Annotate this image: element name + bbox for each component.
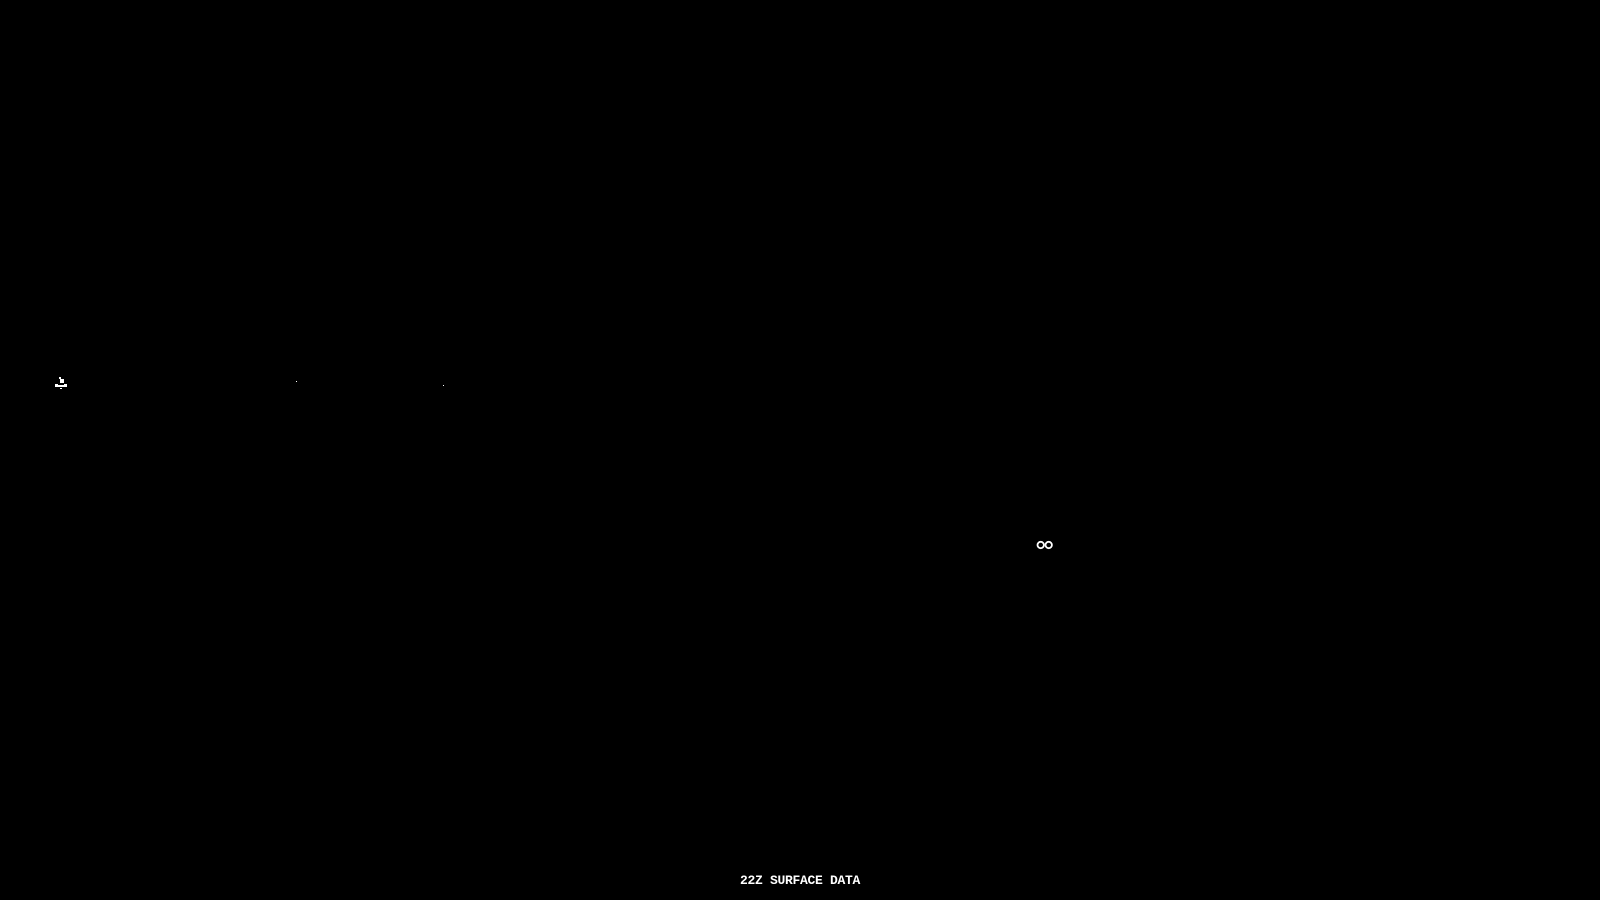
- station-point-icon: [443, 385, 444, 386]
- station-plot-icon: [53, 375, 69, 390]
- haze-icon: [1036, 539, 1054, 551]
- product-legend-label: 22Z SURFACE DATA: [739, 873, 861, 888]
- station-point-icon: [296, 381, 297, 382]
